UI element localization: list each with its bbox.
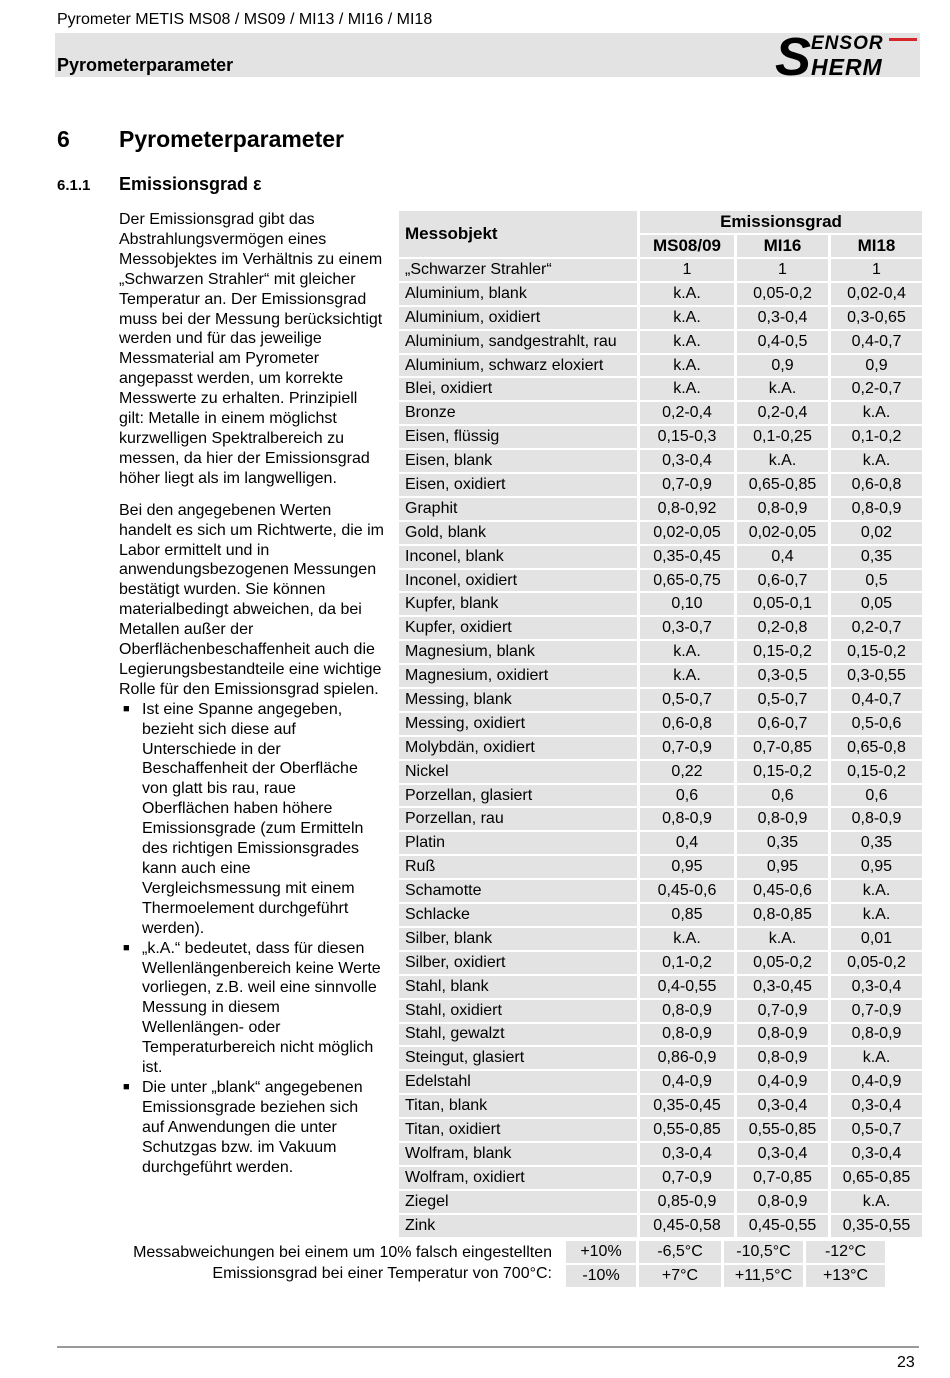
table-row <box>399 355 922 377</box>
cell-object: Steingut, glasiert <box>399 1047 637 1069</box>
cell-object: Inconel, oxidiert <box>399 570 637 592</box>
bullet-icon: ■ <box>123 941 130 954</box>
cell-ms08: 0,8-0,9 <box>640 1024 734 1046</box>
cell-ms08: 0,1-0,2 <box>640 952 734 974</box>
list-item: ■ Die unter „blank“ angegebenen Emissionsgrade beziehen sich auf Anwendungen die unter Schutzgas bzw. im Vakuum durchgeführt werden. <box>123 1078 363 1176</box>
table-row <box>399 546 922 568</box>
cell-ms08: 0,3-0,4 <box>640 450 734 472</box>
cell-ms08: 0,45-0,6 <box>640 880 734 902</box>
cell-ms08: k.A. <box>640 665 734 687</box>
cell-mi16: 0,6 <box>737 785 828 807</box>
cell-mi18: 0,6 <box>831 785 922 807</box>
cell-object: Schlacke <box>399 904 637 926</box>
cell-ms08: 0,02-0,05 <box>640 522 734 544</box>
cell-mi18: 0,15-0,2 <box>831 761 922 783</box>
cell-mi18: 0,8-0,9 <box>831 1024 922 1046</box>
cell-mi16: 0,3-0,45 <box>737 976 828 998</box>
deviation-row <box>566 1241 885 1263</box>
cell-mi16: 0,45-0,6 <box>737 880 828 902</box>
footer-rule <box>57 1346 919 1348</box>
cell-mi16: k.A. <box>737 378 828 400</box>
cell-object: Wolfram, blank <box>399 1143 637 1165</box>
table-row <box>399 904 922 926</box>
cell-mi18: 0,35 <box>831 546 922 568</box>
cell-mi16: 0,6-0,7 <box>737 713 828 735</box>
cell-mi18: 0,4-0,9 <box>831 1071 922 1093</box>
cell-mi18: 0,3-0,4 <box>831 1143 922 1165</box>
header-section-title: Pyrometerparameter <box>57 55 234 75</box>
cell-object: Aluminium, schwarz eloxiert <box>399 355 637 377</box>
cell-object: Silber, blank <box>399 928 637 950</box>
cell-mi18: 0,5-0,6 <box>831 713 922 735</box>
cell-ms08: k.A. <box>640 928 734 950</box>
cell-ms08: 0,95 <box>640 856 734 878</box>
cell-object: Magnesium, oxidiert <box>399 665 637 687</box>
emissivity-table-body <box>399 259 922 1237</box>
cell-ms08: 0,7-0,9 <box>640 474 734 496</box>
cell-mi16: 0,95 <box>737 856 828 878</box>
cell-mi16: 0,05-0,2 <box>737 952 828 974</box>
emissivity-table <box>396 209 925 1239</box>
cell-mi18: 0,35-0,55 <box>831 1215 922 1237</box>
cell-mi18: 0,5-0,7 <box>831 1119 922 1141</box>
notes-list <box>119 700 384 1178</box>
table-row <box>399 1071 922 1093</box>
column-header-mi16: MI16 <box>737 235 828 257</box>
cell-object: Eisen, flüssig <box>399 426 637 448</box>
cell-mi18: 0,4-0,7 <box>831 331 922 353</box>
cell-mi16: 0,8-0,9 <box>737 808 828 830</box>
cell-object: Porzellan, glasiert <box>399 785 637 807</box>
cell-mi18: 0,05 <box>831 593 922 615</box>
table-row <box>399 331 922 353</box>
cell-mi16: 0,8-0,9 <box>737 1047 828 1069</box>
table-row <box>399 1047 922 1069</box>
cell-ms08: 0,4-0,55 <box>640 976 734 998</box>
table-row <box>399 426 922 448</box>
table-row <box>399 522 922 544</box>
table-row <box>399 474 922 496</box>
cell-mi18: 0,02 <box>831 522 922 544</box>
cell-mi18: 0,4-0,7 <box>831 689 922 711</box>
cell-object: Stahl, gewalzt <box>399 1024 637 1046</box>
cell-ms08: 0,4-0,9 <box>640 1071 734 1093</box>
cell-mi16: k.A. <box>737 928 828 950</box>
table-row <box>399 1191 922 1213</box>
cell-mi16: 1 <box>737 259 828 281</box>
document-product-title: Pyrometer METIS MS08 / MS09 / MI13 / MI16 / MI18 <box>57 11 433 28</box>
cell-mi16: 0,6-0,7 <box>737 570 828 592</box>
cell-mi18: 0,35 <box>831 832 922 854</box>
table-row <box>399 1167 922 1189</box>
cell-mi16: 0,15-0,2 <box>737 641 828 663</box>
cell-mi16: 0,8-0,9 <box>737 1191 828 1213</box>
chapter-title: Pyrometerparameter <box>119 126 345 152</box>
cell-ms08: k.A. <box>640 641 734 663</box>
cell-mi16: 0,3-0,4 <box>737 307 828 329</box>
table-row <box>399 737 922 759</box>
cell-object: Messing, oxidiert <box>399 713 637 735</box>
cell-mi16: 0,7-0,9 <box>737 1000 828 1022</box>
table-row <box>399 1024 922 1046</box>
paragraph-intro: Der Emissionsgrad gibt das Abstrahlungsvermögen eines Messobjektes im Verhältnis zu einem „Schwarzen Strahler“ mit gleicher Temperatur an. Der Emissionsgrad muss bei der Messung berücksichtigt werden und für das jeweilige Messmaterial am Pyrometer angepasst werden, um korrekte Messwerte zu erhalten. Prinzipiell gilt: Metalle in einem möglichst kurzwelligen Spektralbereich zu messen, da hier der Emissionsgrad höher liegt als im langwelligen. <box>119 211 383 487</box>
cell-mi18: 0,3-0,65 <box>831 307 922 329</box>
cell-mi18: 0,01 <box>831 928 922 950</box>
cell-mi18: k.A. <box>831 880 922 902</box>
cell-object: Eisen, blank <box>399 450 637 472</box>
list-item: ■ Ist eine Spanne angegeben, bezieht sich diese auf Unterschiede in der Beschaffenheit der Oberfläche von glatt bis rau, raue Oberflächen haben höhere Emissionsgrade (zum Ermitteln des richtigen Emissionsgrades kann auch eine Vergleichsmessung mit einem Thermoelement durchgeführt werden). <box>123 700 364 937</box>
table-row <box>399 689 922 711</box>
table-row <box>399 785 922 807</box>
cell-ms08: 0,45-0,58 <box>640 1215 734 1237</box>
cell-object: Messing, blank <box>399 689 637 711</box>
list-item: ■ „k.A.“ bedeutet, dass für diesen Wellenlängenbereich keine Werte vorliegen, z.B. weil eine sinnvolle Messung in diesem Wellenlängen- oder Temperaturbereich nicht möglich ist. <box>123 939 381 1077</box>
cell-deviation-mi16: -10,5°C <box>724 1241 803 1263</box>
table-row <box>399 713 922 735</box>
cell-mi16: 0,05-0,2 <box>737 283 828 305</box>
cell-ms08: k.A. <box>640 307 734 329</box>
cell-mi16: 0,8-0,9 <box>737 498 828 520</box>
cell-mi16: 0,45-0,55 <box>737 1215 828 1237</box>
cell-ms08: k.A. <box>640 355 734 377</box>
cell-mi16: 0,65-0,85 <box>737 474 828 496</box>
cell-ms08: 0,3-0,4 <box>640 1143 734 1165</box>
paragraph-notes: Bei den angegebenen Werten handelt es sich um Richtwerte, die im Labor ermittelt und in anwendungsbezogenen Messungen bestätigt wurden. Sie können materialbedingt abweichen, da bei Metallen außer der Oberflächenbeschaffenheit auch die Legierungsbestandteile eine wichtige Rolle für den Emissionsgrad spielen. <box>119 501 384 698</box>
cell-mi16: 0,3-0,4 <box>737 1143 828 1165</box>
column-header-ms08: MS08/09 <box>640 235 734 257</box>
logo-letter-s: S <box>775 30 812 78</box>
cell-mi18: 0,05-0,2 <box>831 952 922 974</box>
cell-mi16: k.A. <box>737 450 828 472</box>
cell-ms08: 0,6-0,8 <box>640 713 734 735</box>
cell-deviation-ms08: +7°C <box>639 1265 721 1287</box>
table-row <box>399 832 922 854</box>
cell-mi16: 0,02-0,05 <box>737 522 828 544</box>
cell-ms08: 0,8-0,92 <box>640 498 734 520</box>
cell-object: Ziegel <box>399 1191 637 1213</box>
cell-object: Zink <box>399 1215 637 1237</box>
logo-text-bottom: HERM <box>811 54 883 78</box>
cell-object: Aluminium, sandgestrahlt, rau <box>399 331 637 353</box>
cell-mi18: k.A. <box>831 450 922 472</box>
cell-ms08: 0,35-0,45 <box>640 546 734 568</box>
cell-object: Titan, blank <box>399 1095 637 1117</box>
cell-ms08: 0,8-0,9 <box>640 1000 734 1022</box>
cell-object: Nickel <box>399 761 637 783</box>
logo-accent <box>889 38 917 41</box>
table-row <box>399 641 922 663</box>
text-column <box>119 210 384 1178</box>
cell-object: Inconel, blank <box>399 546 637 568</box>
cell-ms08: 0,22 <box>640 761 734 783</box>
cell-mi16: 0,7-0,85 <box>737 1167 828 1189</box>
cell-mi16: 0,15-0,2 <box>737 761 828 783</box>
cell-deviation-mi18: -12°C <box>806 1241 885 1263</box>
table-row <box>399 761 922 783</box>
cell-mi16: 0,1-0,25 <box>737 426 828 448</box>
cell-object: Wolfram, oxidiert <box>399 1167 637 1189</box>
column-header-object: Messobjekt <box>399 211 637 257</box>
cell-mi18: 0,95 <box>831 856 922 878</box>
cell-mi16: 0,8-0,85 <box>737 904 828 926</box>
deviation-table <box>563 1239 888 1289</box>
table-row <box>399 593 922 615</box>
chapter-number: 6 <box>57 126 70 152</box>
cell-ms08: k.A. <box>640 331 734 353</box>
table-row <box>399 1095 922 1117</box>
cell-ms08: k.A. <box>640 283 734 305</box>
table-row <box>399 928 922 950</box>
cell-object: Platin <box>399 832 637 854</box>
cell-ms08: 0,7-0,9 <box>640 1167 734 1189</box>
cell-mi18: 0,8-0,9 <box>831 498 922 520</box>
cell-ms08: 0,65-0,75 <box>640 570 734 592</box>
deviation-label-line2: Emissionsgrad bei einer Temperatur von 700°C: <box>212 1265 552 1282</box>
cell-mi18: k.A. <box>831 402 922 424</box>
cell-mi18: 0,65-0,8 <box>831 737 922 759</box>
cell-object: Schamotte <box>399 880 637 902</box>
column-header-mi18: MI18 <box>831 235 922 257</box>
cell-mi16: 0,4-0,5 <box>737 331 828 353</box>
cell-mi18: 0,02-0,4 <box>831 283 922 305</box>
cell-ms08: 0,86-0,9 <box>640 1047 734 1069</box>
cell-ms08: 0,7-0,9 <box>640 737 734 759</box>
cell-ms08: k.A. <box>640 378 734 400</box>
cell-object: Blei, oxidiert <box>399 378 637 400</box>
cell-ms08: 0,85 <box>640 904 734 926</box>
cell-mi18: 0,7-0,9 <box>831 1000 922 1022</box>
bullet-icon: ■ <box>123 1080 130 1093</box>
cell-object: Porzellan, rau <box>399 808 637 830</box>
cell-object: „Schwarzer Strahler“ <box>399 259 637 281</box>
cell-ms08: 0,35-0,45 <box>640 1095 734 1117</box>
cell-mi16: 0,9 <box>737 355 828 377</box>
deviation-label <box>60 1242 552 1284</box>
cell-mi18: 0,9 <box>831 355 922 377</box>
cell-deviation-ms08: -6,5°C <box>639 1241 721 1263</box>
cell-mi18: 1 <box>831 259 922 281</box>
cell-ms08: 0,6 <box>640 785 734 807</box>
cell-mi16: 0,4 <box>737 546 828 568</box>
table-row <box>399 665 922 687</box>
cell-ms08: 0,4 <box>640 832 734 854</box>
column-group-emissivity: Emissionsgrad <box>640 211 922 233</box>
cell-mi16: 0,4-0,9 <box>737 1071 828 1093</box>
cell-object: Titan, oxidiert <box>399 1119 637 1141</box>
cell-mi18: 0,5 <box>831 570 922 592</box>
cell-mi18: 0,3-0,4 <box>831 976 922 998</box>
cell-mi16: 0,35 <box>737 832 828 854</box>
cell-object: Bronze <box>399 402 637 424</box>
page-number: 23 <box>897 1354 915 1371</box>
cell-object: Stahl, blank <box>399 976 637 998</box>
cell-mi16: 0,05-0,1 <box>737 593 828 615</box>
table-row <box>399 570 922 592</box>
table-row <box>399 856 922 878</box>
cell-ms08: 0,55-0,85 <box>640 1119 734 1141</box>
table-row <box>399 402 922 424</box>
deviation-row <box>566 1265 885 1287</box>
cell-ms08: 0,15-0,3 <box>640 426 734 448</box>
table-row <box>399 808 922 830</box>
cell-object: Magnesium, blank <box>399 641 637 663</box>
cell-mi18: 0,15-0,2 <box>831 641 922 663</box>
cell-object: Stahl, oxidiert <box>399 1000 637 1022</box>
cell-object: Kupfer, blank <box>399 593 637 615</box>
table-row <box>399 498 922 520</box>
cell-ms08: 0,85-0,9 <box>640 1191 734 1213</box>
cell-object: Ruß <box>399 856 637 878</box>
cell-object: Graphit <box>399 498 637 520</box>
table-row <box>399 976 922 998</box>
cell-mi16: 0,55-0,85 <box>737 1119 828 1141</box>
cell-mi18: 0,1-0,2 <box>831 426 922 448</box>
cell-mi18: 0,3-0,55 <box>831 665 922 687</box>
cell-deviation-mi18: +13°C <box>806 1265 885 1287</box>
cell-object: Eisen, oxidiert <box>399 474 637 496</box>
cell-mi16: 0,5-0,7 <box>737 689 828 711</box>
cell-mi18: 0,2-0,7 <box>831 378 922 400</box>
section-number: 6.1.1 <box>57 177 91 194</box>
cell-object: Aluminium, blank <box>399 283 637 305</box>
cell-ms08: 0,5-0,7 <box>640 689 734 711</box>
cell-object: Silber, oxidiert <box>399 952 637 974</box>
cell-mi16: 0,2-0,4 <box>737 402 828 424</box>
table-row <box>399 1119 922 1141</box>
cell-mi18: 0,2-0,7 <box>831 617 922 639</box>
cell-object: Kupfer, oxidiert <box>399 617 637 639</box>
deviation-table-body <box>566 1241 885 1287</box>
table-row <box>399 283 922 305</box>
cell-ms08: 0,8-0,9 <box>640 808 734 830</box>
cell-mi18: 0,65-0,85 <box>831 1167 922 1189</box>
cell-ms08: 0,3-0,7 <box>640 617 734 639</box>
cell-object: Edelstahl <box>399 1071 637 1093</box>
cell-object: Aluminium, oxidiert <box>399 307 637 329</box>
table-row <box>399 1000 922 1022</box>
cell-deviation-percent: +10% <box>566 1241 636 1263</box>
cell-mi18: k.A. <box>831 904 922 926</box>
deviation-label-line1: Messabweichungen bei einem um 10% falsch eingestellten <box>133 1244 552 1261</box>
cell-mi16: 0,3-0,5 <box>737 665 828 687</box>
cell-ms08: 0,10 <box>640 593 734 615</box>
logo-text-top: ENSOR <box>811 33 884 54</box>
cell-deviation-percent: -10% <box>566 1265 636 1287</box>
table-row <box>399 617 922 639</box>
cell-mi16: 0,3-0,4 <box>737 1095 828 1117</box>
bullet-icon: ■ <box>123 702 130 715</box>
cell-mi16: 0,2-0,8 <box>737 617 828 639</box>
cell-mi18: 0,8-0,9 <box>831 808 922 830</box>
section-title: Emissionsgrad ε <box>119 174 262 194</box>
table-row <box>399 1143 922 1165</box>
table-row <box>399 1215 922 1237</box>
table-row <box>399 378 922 400</box>
cell-ms08: 0,2-0,4 <box>640 402 734 424</box>
sensortherm-logo <box>771 30 921 78</box>
cell-mi18: k.A. <box>831 1047 922 1069</box>
cell-mi18: 0,6-0,8 <box>831 474 922 496</box>
cell-mi18: 0,3-0,4 <box>831 1095 922 1117</box>
cell-object: Molybdän, oxidiert <box>399 737 637 759</box>
cell-object: Gold, blank <box>399 522 637 544</box>
cell-mi16: 0,8-0,9 <box>737 1024 828 1046</box>
cell-mi16: 0,7-0,85 <box>737 737 828 759</box>
table-row <box>399 307 922 329</box>
table-row <box>399 952 922 974</box>
cell-deviation-mi16: +11,5°C <box>724 1265 803 1287</box>
table-row <box>399 880 922 902</box>
table-row <box>399 259 922 281</box>
cell-mi18: k.A. <box>831 1191 922 1213</box>
cell-ms08: 1 <box>640 259 734 281</box>
table-row <box>399 450 922 472</box>
